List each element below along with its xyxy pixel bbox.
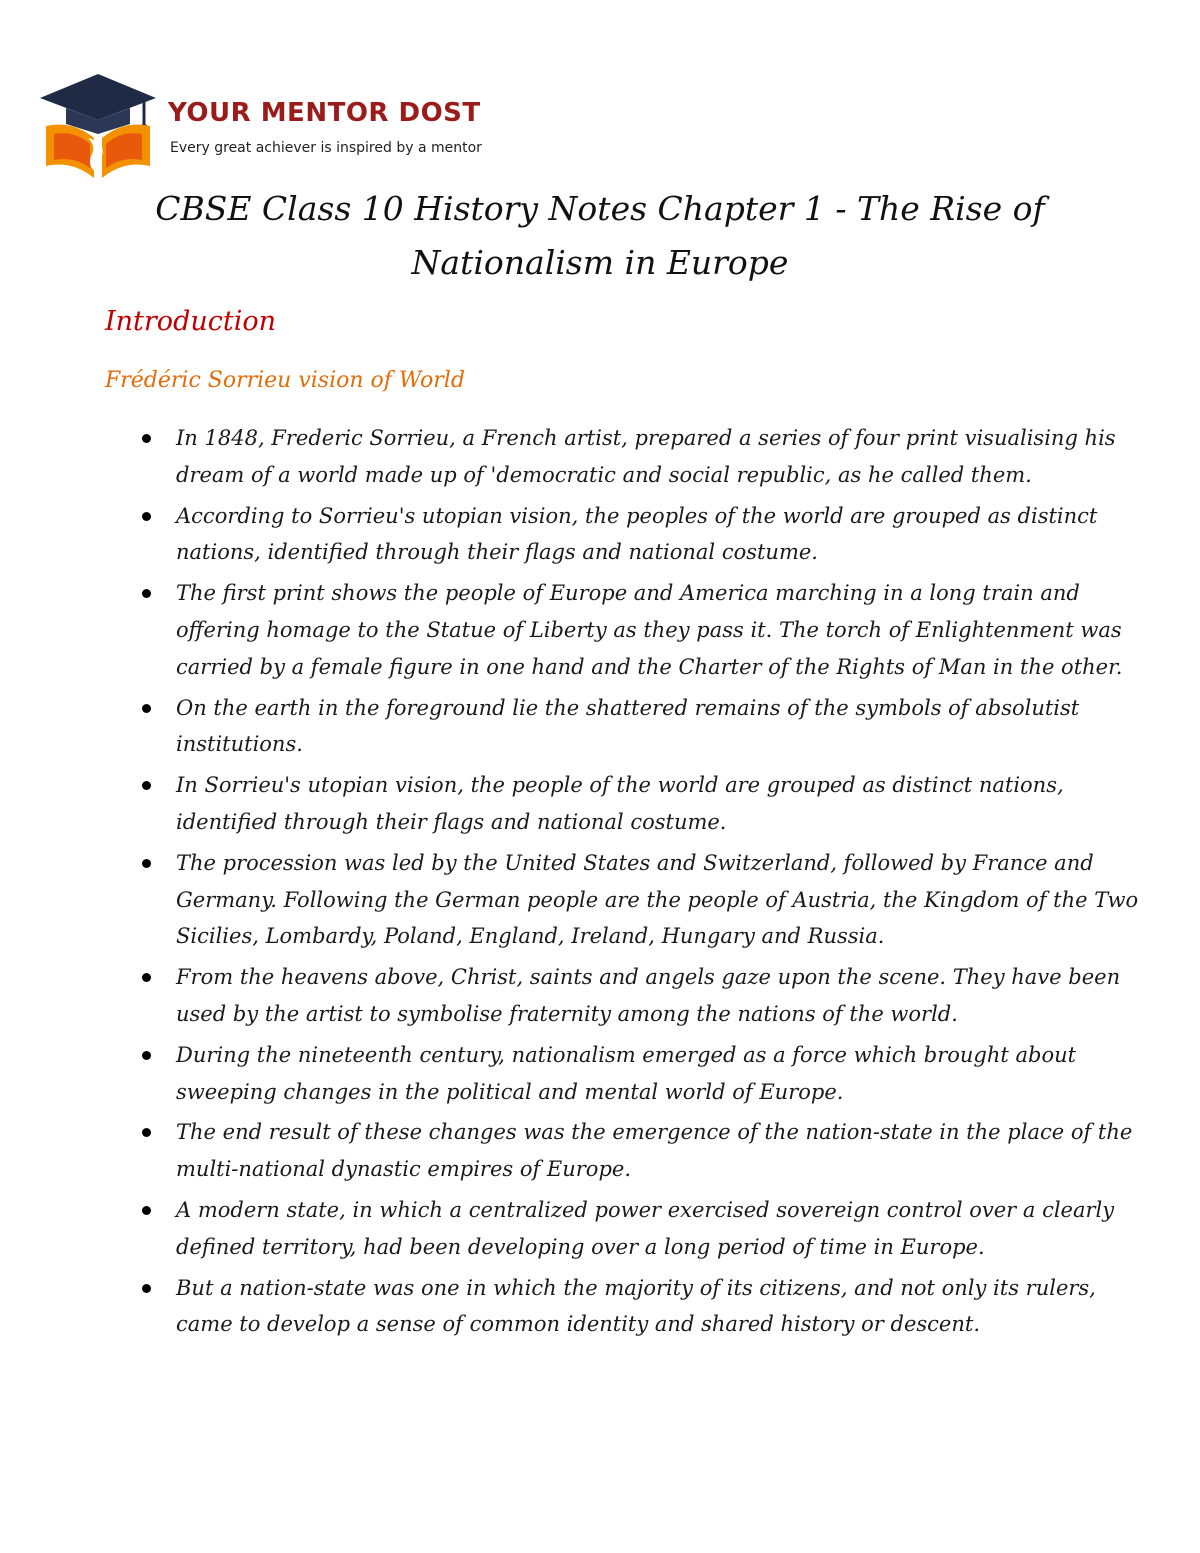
list-item — [140, 1192, 1140, 1266]
brand-name: YOUR MENTOR DOST — [168, 98, 481, 128]
bullet-icon — [142, 859, 151, 868]
list-item-text: The first print shows the people of Europe and America marching in a long train and offering homage to the Statue of Liberty as they pass it. The torch of Enlightenment was carried by a female figure in one hand and the Charter of the Rights of Man in the other. — [176, 581, 1123, 679]
list-item-text: According to Sorrieu's utopian vision, the peoples of the world are grouped as distinct nations, identified through their flags and national costume. — [176, 503, 1098, 565]
bullet-list — [140, 420, 1140, 1347]
graduation-cap-book-icon — [36, 68, 160, 180]
bullet-icon — [142, 1051, 151, 1060]
list-item — [140, 498, 1140, 572]
bullet-icon — [142, 512, 151, 521]
list-item — [140, 845, 1140, 955]
list-item-text: From the heavens above, Christ, saints and angels gaze upon the scene. They have been used by the artist to symbolise fraternity among the nations of the world. — [176, 965, 1121, 1026]
list-item — [140, 1114, 1140, 1188]
list-item — [140, 767, 1140, 841]
list-item — [140, 690, 1140, 764]
bullet-icon — [142, 1128, 151, 1137]
bullet-icon — [142, 1206, 151, 1215]
bullet-icon — [142, 973, 151, 982]
list-item-text: On the earth in the foreground lie the shattered remains of the symbols of absolutist institutions. — [176, 695, 1080, 757]
list-item-text: But a nation-state was one in which the majority of its citizens, and not only its rulers, came to develop a sense of common identity and shared history or descent. — [176, 1275, 1096, 1337]
bullet-icon — [142, 781, 151, 790]
list-item — [140, 575, 1140, 685]
list-item — [140, 420, 1140, 494]
list-item — [140, 959, 1140, 1033]
list-item — [140, 1270, 1140, 1344]
bullet-icon — [142, 434, 151, 443]
list-item-text: The end result of these changes was the emergence of the nation-state in the place of the multi-national dynastic empires of Europe. — [176, 1120, 1133, 1182]
sub-heading: Frédéric Sorrieu vision of World — [105, 368, 465, 393]
brand-tagline: Every great achiever is inspired by a mentor — [170, 140, 482, 156]
list-item-text: During the nineteenth century, nationalism emerged as a force which brought about sweeping changes in the political and mental world of Europe. — [176, 1042, 1077, 1104]
bullet-icon — [142, 704, 151, 713]
brand-logo — [36, 68, 486, 180]
list-item-text: In Sorrieu's utopian vision, the people of the world are grouped as distinct nations, identified through their flags and national costume. — [176, 773, 1064, 834]
list-item-text: A modern state, in which a centralized power exercised sovereign control over a clearly defined territory, had been developing over a long period of time in Europe. — [176, 1197, 1115, 1259]
bullet-icon — [142, 1284, 151, 1293]
section-heading: Introduction — [105, 306, 276, 337]
list-item — [140, 1037, 1140, 1111]
list-item-text: In 1848, Frederic Sorrieu, a French artist, prepared a series of four print visualising his dream of a world made up of 'democratic and social republic, as he called them. — [176, 426, 1116, 487]
list-item-text: The procession was led by the United States and Switzerland, followed by France and Germany. Following the German people are the people of Austria, the Kingdom of the Two Sicilies, Lombardy, Poland, England, Ireland, Hungary and Russia. — [176, 850, 1139, 949]
document-title: CBSE Class 10 History Notes Chapter 1 - The Rise of Nationalism in Europe — [155, 189, 1045, 282]
bullet-icon — [142, 589, 151, 598]
